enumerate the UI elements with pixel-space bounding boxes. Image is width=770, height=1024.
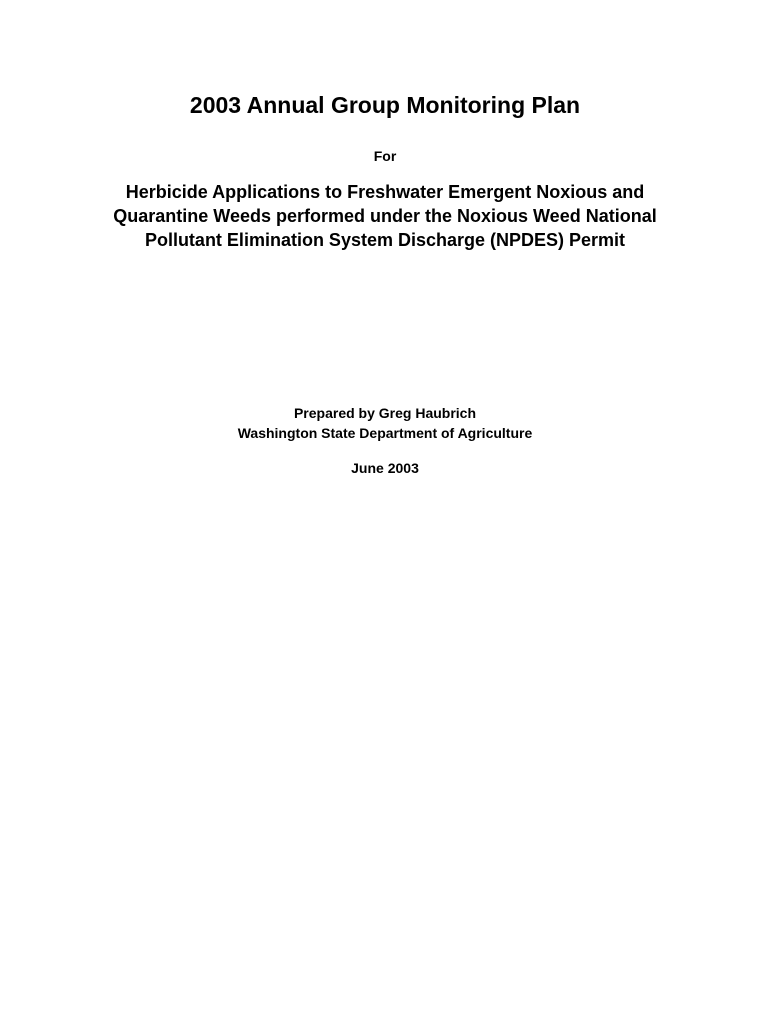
subtitle-line: Quarantine Weeds performed under the Noxious Weed National (113, 206, 657, 226)
document-subtitle (0, 180, 770, 252)
for-label: For (373, 148, 397, 164)
subtitle-line: Pollutant Elimination System Discharge (NPDES) Permit (144, 230, 626, 250)
prepared-by: Prepared by Greg Haubrich (293, 405, 477, 421)
document-date: June 2003 (351, 460, 419, 476)
organization-name: Washington State Department of Agriculture (237, 425, 533, 441)
subtitle-line: Herbicide Applications to Freshwater Emergent Noxious and (125, 182, 645, 202)
author-block (0, 403, 770, 443)
document-title: 2003 Annual Group Monitoring Plan (189, 92, 581, 118)
